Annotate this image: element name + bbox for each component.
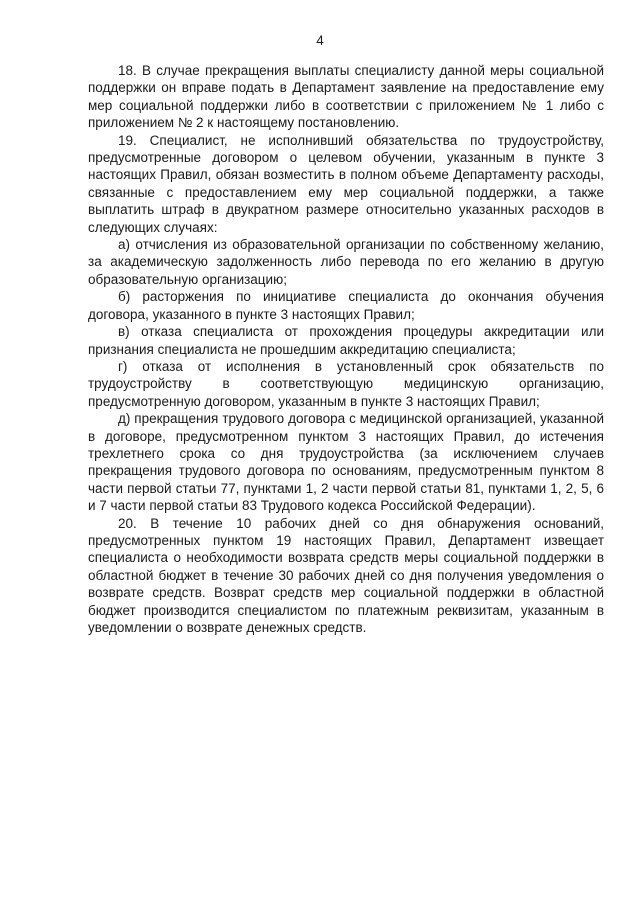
paragraph-19-item-b: б) расторжения по инициативе специалиста до окончания обучения договора, указанного в пункте 3 настоящих Правил; — [88, 289, 604, 322]
paragraph-19-item-g: г) отказа от исполнения в установленный срок обязательств по трудоустройству в соответствующую медицинскую организацию, предусмотренную договором, указанным в пункте 3 настоящих Правил; — [88, 358, 604, 409]
paragraph-19: 19. Специалист, не исполнивший обязательства по трудоустройству, предусмотренные договором о целевом обучении, указанным в пункте 3 настоящих Правил, обязан возместить в полном объеме Департаменту расходы, связанные с предоставлением ему мер социальной поддержки, а также выплатить штраф в двукратном размере относительно указанных расходов в следующих случаях: — [88, 132, 604, 235]
document-body — [88, 62, 604, 636]
paragraph-19-item-a: а) отчисления из образовательной организации по собственному желанию, за академическую задолженность либо перевода по его желанию в другую образовательную организацию; — [88, 237, 604, 287]
paragraph-19-item-v: в) отказа специалиста от прохождения процедуры аккредитации или признания специалиста не прошедшим аккредитацию специалиста; — [88, 324, 604, 357]
page-number: 4 — [316, 33, 324, 48]
paragraph-20: 20. В течение 10 рабочих дней со дня обнаружения оснований, предусмотренных пунктом 19 настоящих Правил, Департамент извещает специалиста о необходимости возврата средств меры социальной поддержки в областной бюджет в течение 30 рабочих дней со дня получения уведомления о возврате средств. Возврат средств мер социальной поддержки в областной бюджет производится специалистом по платежным реквизитам, указанным в уведомлении о возврате денежных средств. — [88, 515, 604, 635]
paragraph-18: 18. В случае прекращения выплаты специалисту данной меры социальной поддержки он вправе подать в Департамент заявление на предоставление ему мер социальной поддержки либо в соответствии с приложением № 1 либо с приложением № 2 к настоящему постановлению. — [88, 63, 604, 131]
paragraph-19-item-d: д) прекращения трудового договора с медицинской организацией, указанной в договоре, предусмотренном пунктом 3 настоящих Правил, до истечения трехлетнего срока со дня трудоустройства (за исключением случаев прекращения трудового договора по основаниям, предусмотренным пунктом 8 части первой статьи 77, пунктами 1, 2 части первой статьи 81, пунктами 1, 2, 5, 6 и 7 части первой статьи 83 Трудового кодекса Российской Федерации). — [88, 411, 604, 514]
